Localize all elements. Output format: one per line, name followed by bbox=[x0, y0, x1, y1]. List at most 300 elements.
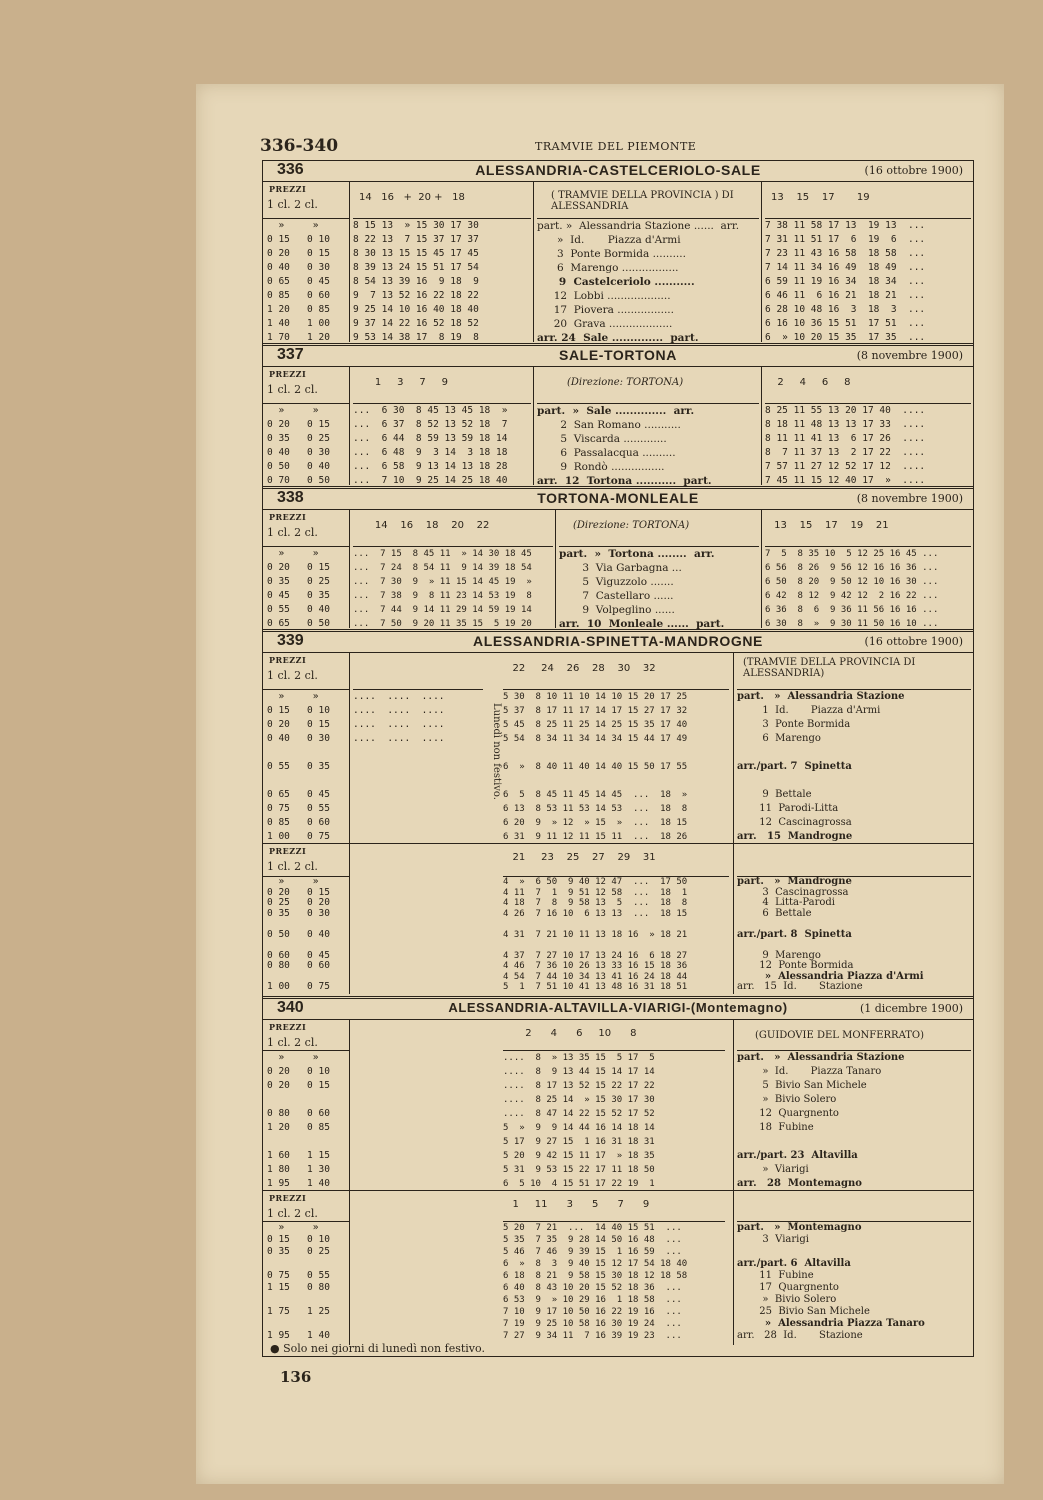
time-row: 6 40 8 43 10 20 15 52 18 36 ... bbox=[503, 1283, 682, 1293]
station-row: part. » Alessandria Stazione bbox=[737, 691, 905, 702]
fare-row: » » bbox=[267, 548, 319, 559]
section-date: (16 ottobre 1900) bbox=[864, 635, 963, 648]
fare-label: PREZZI bbox=[269, 184, 307, 194]
fare-row: 0 20 0 15 bbox=[267, 1080, 330, 1091]
time-row: 6 30 8 » 9 30 11 50 16 10 ... bbox=[765, 619, 939, 629]
section-date: (1 dicembre 1900) bbox=[859, 1002, 963, 1015]
fare-column bbox=[263, 653, 350, 843]
empty-columns: .... .... .... .... .... .... .... .... .... .... .... .... bbox=[353, 653, 483, 843]
page-number: 136 bbox=[280, 1368, 312, 1386]
train-numbers: 2 4 6 8 bbox=[771, 377, 851, 388]
station-list bbox=[737, 1020, 971, 1190]
fare-row bbox=[263, 746, 349, 760]
fare-label: PREZZI bbox=[269, 512, 307, 522]
time-row: 7 23 11 43 16 58 18 58 ... bbox=[765, 248, 926, 259]
fare-row bbox=[263, 1093, 349, 1107]
time-row: 4 18 7 8 9 58 13 5 ... 18 8 bbox=[503, 898, 688, 908]
time-row: 7 38 11 58 17 13 19 13 ... bbox=[765, 220, 926, 231]
time-row: 8 18 11 48 13 13 17 33 .... bbox=[765, 419, 926, 430]
train-numbers: 14 16 + 20 + 18 bbox=[359, 192, 465, 203]
time-row: 5 31 9 53 15 22 17 11 18 50 bbox=[503, 1165, 655, 1175]
fare-row: 0 40 0 30 bbox=[267, 733, 330, 744]
time-row: 7 31 11 51 17 6 19 6 ... bbox=[765, 234, 926, 245]
section-header bbox=[263, 999, 973, 1020]
fare-row: 1 95 1 40 bbox=[267, 1330, 330, 1341]
time-row: 4 » 6 50 9 40 12 47 ... 17 50 bbox=[503, 877, 688, 887]
station-row: 6 Bettale bbox=[737, 907, 812, 919]
fare-row: 0 80 0 60 bbox=[267, 1108, 330, 1119]
section-339 bbox=[263, 632, 973, 999]
fare-row bbox=[263, 919, 349, 930]
time-row: 7 57 11 27 12 52 17 12 .... bbox=[765, 461, 926, 472]
time-row: 6 13 8 53 11 53 14 53 ... 18 8 bbox=[503, 804, 688, 814]
time-row: 9 53 14 38 17 8 19 8 bbox=[353, 332, 479, 343]
time-row: ... 7 50 9 20 11 35 15 5 19 20 bbox=[353, 619, 532, 629]
fare-row: 0 35 0 30 bbox=[267, 907, 330, 919]
time-row: 6 5 8 45 11 45 14 45 ... 18 » bbox=[503, 790, 688, 800]
fare-row: » » bbox=[267, 1222, 319, 1233]
section-336 bbox=[263, 161, 973, 346]
operator-name: (Direzione: TORTONA) bbox=[573, 520, 690, 531]
section-number: 338 bbox=[277, 489, 304, 506]
station-row: » Bivio Solero bbox=[737, 1294, 837, 1305]
time-row: 5 » 9 9 14 44 16 14 18 14 bbox=[503, 1123, 655, 1133]
station-row: arr. 10 Monleale ...... part. bbox=[559, 618, 725, 630]
station-row: arr./part. 6 Altavilla bbox=[737, 1258, 851, 1269]
time-row: 5 35 7 35 9 28 14 50 16 48 ... bbox=[503, 1235, 682, 1245]
fare-row: 0 50 0 40 bbox=[267, 928, 330, 940]
operator-name: ( TRAMVIE DELLA PROVINCIA ) DI ALESSANDRIA bbox=[551, 190, 734, 212]
operator-name: (GUIDOVIE DEL MONFERRATO) bbox=[755, 1030, 925, 1041]
fare-row bbox=[263, 1318, 349, 1330]
fare-column bbox=[263, 844, 350, 994]
station-row: 12 Quargnento bbox=[737, 1108, 839, 1119]
fare-row: 0 85 0 60 bbox=[267, 290, 330, 301]
fare-row bbox=[263, 1258, 349, 1270]
section-date: (8 novembre 1900) bbox=[856, 349, 963, 362]
fare-row: 0 35 0 25 bbox=[267, 1246, 330, 1257]
time-row: ... 7 24 8 54 11 9 14 39 18 54 bbox=[353, 563, 532, 573]
time-row: 6 53 9 » 10 29 16 1 18 58 ... bbox=[503, 1295, 682, 1305]
class-label: 1 cl. 2 cl. bbox=[267, 860, 318, 873]
fare-row: 0 25 0 20 bbox=[267, 897, 330, 908]
station-row: arr. 24 Sale .............. part. bbox=[537, 332, 699, 344]
fare-row: 0 75 0 55 bbox=[267, 1270, 330, 1281]
fare-row: » » bbox=[267, 220, 319, 231]
time-row: 6 56 8 26 9 56 12 16 16 36 ... bbox=[765, 563, 939, 573]
timetable-block bbox=[263, 510, 973, 628]
section-number: 336 bbox=[277, 161, 304, 178]
station-row: arr. 12 Tortona ........... part. bbox=[537, 475, 712, 487]
fare-row: 1 00 0 75 bbox=[267, 981, 330, 992]
time-row: 5 46 7 46 9 39 15 1 16 59 ... bbox=[503, 1247, 682, 1257]
station-row: 9 Volpeglino ...... bbox=[559, 604, 675, 616]
section-date: (16 ottobre 1900) bbox=[864, 164, 963, 177]
fare-row: 0 55 0 35 bbox=[267, 761, 330, 772]
time-row: 6 20 9 » 12 » 15 » ... 18 15 bbox=[503, 818, 688, 828]
time-row: ... 6 58 9 13 14 13 18 28 bbox=[353, 461, 508, 472]
fare-row: 1 95 1 40 bbox=[267, 1178, 330, 1189]
fare-row: 0 15 0 10 bbox=[267, 234, 330, 245]
time-row bbox=[503, 746, 729, 760]
fare-row: 0 40 0 30 bbox=[267, 447, 330, 458]
time-row: 7 19 9 25 10 58 16 30 19 24 ... bbox=[503, 1319, 682, 1329]
section-title: ALESSANDRIA-SPINETTA-MANDROGNE bbox=[473, 633, 763, 649]
timetable-block bbox=[263, 182, 973, 342]
fare-label: PREZZI bbox=[269, 655, 307, 665]
station-row: 25 Bivio San Michele bbox=[737, 1306, 870, 1317]
station-row: part. » Alessandria Stazione ...... arr. bbox=[537, 220, 740, 232]
station-row: 3 Cascinagrossa bbox=[737, 886, 849, 898]
section-338 bbox=[263, 489, 973, 632]
time-row: 7 10 9 17 10 50 16 22 19 16 ... bbox=[503, 1307, 682, 1317]
fare-label: PREZZI bbox=[269, 1193, 307, 1203]
section-number: 340 bbox=[277, 999, 304, 1016]
section-title: SALE-TORTONA bbox=[559, 347, 677, 363]
time-row: 8 25 11 55 13 20 17 40 .... bbox=[765, 405, 926, 416]
class-label: 1 cl. 2 cl. bbox=[267, 669, 318, 682]
fare-row: 0 70 0 50 bbox=[267, 475, 330, 486]
section-title: TORTONA-MONLEALE bbox=[537, 490, 699, 506]
time-row: 9 37 14 22 16 52 18 52 bbox=[353, 318, 479, 329]
station-row bbox=[737, 746, 971, 760]
departures-return bbox=[765, 367, 971, 485]
time-row: 6 » 10 20 15 35 17 35 ... bbox=[765, 332, 926, 343]
train-numbers: 1 3 7 9 bbox=[359, 377, 449, 388]
class-label: 1 cl. 2 cl. bbox=[267, 526, 318, 539]
page-range: 336-340 bbox=[260, 136, 339, 156]
station-row: 12 Ponte Bormida bbox=[737, 960, 854, 971]
station-row: arr. 15 Id. Stazione bbox=[737, 981, 863, 992]
time-row: 4 37 7 27 10 17 13 24 16 6 18 27 bbox=[503, 950, 688, 961]
time-row: 5 45 8 25 11 25 14 25 15 35 17 40 bbox=[503, 720, 688, 730]
station-row: arr./part. 23 Altavilla bbox=[737, 1150, 858, 1161]
time-row bbox=[503, 940, 729, 951]
station-row: 3 Ponte Bormida bbox=[737, 719, 851, 730]
running-title: TRAMVIE DEL PIEMONTE bbox=[535, 140, 697, 153]
time-row: .... 8 25 14 » 15 30 17 30 bbox=[503, 1095, 655, 1105]
station-row: 3 Via Garbagna ... bbox=[559, 562, 682, 574]
time-row: .... 8 47 14 22 15 52 17 52 bbox=[503, 1109, 655, 1119]
time-row: 7 14 11 34 16 49 18 49 ... bbox=[765, 262, 926, 273]
station-row: 4 Litta-Parodi bbox=[737, 897, 836, 908]
station-row: part. » Tortona ........ arr. bbox=[559, 548, 715, 560]
time-row: ... 7 10 9 25 14 25 18 40 bbox=[353, 475, 508, 486]
station-row: 5 Viguzzolo ....... bbox=[559, 576, 674, 588]
timetable-block-outbound bbox=[263, 653, 973, 844]
station-row: arr./part. 8 Spinetta bbox=[737, 928, 852, 940]
station-row: 17 Quargnento bbox=[737, 1282, 839, 1293]
time-row: ... 6 48 9 3 14 3 18 18 bbox=[353, 447, 508, 458]
vertical-note: Lunedì non festivo. bbox=[491, 703, 502, 800]
train-numbers: 1 11 3 5 7 9 bbox=[503, 1199, 650, 1210]
fare-column bbox=[263, 182, 350, 342]
station-list bbox=[537, 182, 759, 342]
station-list bbox=[559, 510, 759, 628]
time-row: 6 59 11 19 16 34 18 34 ... bbox=[765, 276, 926, 287]
departures-return bbox=[765, 510, 971, 628]
fare-row: 1 80 1 30 bbox=[267, 1164, 330, 1175]
time-row: .... 8 » 13 35 15 5 17 5 bbox=[503, 1053, 655, 1063]
time-row: 6 16 10 36 15 51 17 51 ... bbox=[765, 318, 926, 329]
time-row: 6 50 8 20 9 50 12 10 16 30 ... bbox=[765, 577, 939, 587]
fare-row: 0 20 0 15 bbox=[267, 419, 330, 430]
section-header bbox=[263, 632, 973, 653]
station-row: 12 Lobbi ................... bbox=[537, 290, 671, 302]
fare-row: 1 75 1 25 bbox=[267, 1306, 330, 1317]
station-row: » Id. Piazza d'Armi bbox=[537, 234, 681, 246]
time-row: 5 1 7 51 10 41 13 48 16 31 18 51 bbox=[503, 982, 688, 992]
time-row: 9 25 14 10 16 40 18 40 bbox=[353, 304, 479, 315]
station-list bbox=[737, 1191, 971, 1345]
time-row bbox=[503, 774, 729, 788]
fare-row: 0 40 0 30 bbox=[267, 262, 330, 273]
departures-return bbox=[765, 182, 971, 342]
section-header bbox=[263, 161, 973, 182]
time-row: 8 39 13 24 15 51 17 54 bbox=[353, 262, 479, 273]
time-row: 6 » 8 40 11 40 14 40 15 50 17 55 bbox=[503, 762, 688, 772]
station-row: 6 Passalacqua .......... bbox=[537, 447, 676, 459]
time-row: 6 36 8 6 9 36 11 56 16 16 ... bbox=[765, 605, 939, 615]
fare-row: 0 75 0 55 bbox=[267, 803, 330, 814]
fare-column bbox=[263, 510, 350, 628]
time-row: 9 7 13 52 16 22 18 22 bbox=[353, 290, 479, 301]
time-row: 4 11 7 1 9 51 12 58 ... 18 1 bbox=[503, 887, 688, 898]
station-row: 17 Piovera ................. bbox=[537, 304, 674, 316]
fare-row: » » bbox=[267, 1052, 319, 1063]
operator-name: (Direzione: TORTONA) bbox=[567, 377, 684, 388]
station-row: » Bivio Solero bbox=[737, 1094, 837, 1105]
fare-row: 0 35 0 25 bbox=[267, 576, 330, 587]
station-row bbox=[737, 1246, 971, 1258]
train-numbers: 14 16 18 20 22 bbox=[359, 520, 490, 531]
fare-row: » » bbox=[267, 405, 319, 416]
time-row: ... 6 37 8 52 13 52 18 7 bbox=[353, 419, 508, 430]
station-row: 11 Parodi-Litta bbox=[737, 803, 839, 814]
station-row: part. » Alessandria Stazione bbox=[737, 1052, 905, 1063]
station-row: arr./part. 7 Spinetta bbox=[737, 761, 852, 772]
fare-row bbox=[263, 774, 349, 788]
time-row: 5 17 9 27 15 1 16 31 18 31 bbox=[503, 1137, 655, 1147]
time-row: ... 6 44 8 59 13 59 18 14 bbox=[353, 433, 508, 444]
departures bbox=[503, 844, 729, 994]
time-row: 5 20 7 21 ... 14 40 15 51 ... bbox=[503, 1223, 682, 1233]
station-row: 6 Marengo ................. bbox=[537, 262, 679, 274]
time-row: 5 30 8 10 11 10 14 10 15 20 17 25 bbox=[503, 692, 688, 702]
fare-label: PREZZI bbox=[269, 1022, 307, 1032]
train-numbers: 13 15 17 19 21 bbox=[771, 520, 889, 531]
station-row: » Id. Piazza Tanaro bbox=[737, 1066, 882, 1077]
train-numbers: 13 15 17 19 bbox=[771, 192, 870, 203]
fare-row bbox=[263, 940, 349, 951]
timetable-block-return bbox=[263, 844, 973, 994]
section-337 bbox=[263, 346, 973, 489]
time-row: 5 37 8 17 11 17 14 17 15 27 17 32 bbox=[503, 706, 688, 716]
station-row bbox=[737, 774, 971, 788]
class-label: 1 cl. 2 cl. bbox=[267, 1036, 318, 1049]
fare-row: 1 40 1 00 bbox=[267, 318, 330, 329]
time-row: 6 42 8 12 9 42 12 2 16 22 ... bbox=[765, 591, 939, 601]
fare-row: 0 80 0 60 bbox=[267, 960, 330, 971]
time-row: 4 54 7 44 10 34 13 41 16 24 18 44 bbox=[503, 971, 688, 982]
station-row: 11 Fubine bbox=[737, 1270, 814, 1281]
time-row: 6 46 11 6 16 21 18 21 ... bbox=[765, 290, 926, 301]
station-row: 3 Viarigi bbox=[737, 1234, 809, 1245]
fare-row: 1 60 1 15 bbox=[267, 1150, 330, 1161]
station-row: 9 Bettale bbox=[737, 789, 812, 800]
station-row: 7 Castellaro ...... bbox=[559, 590, 674, 602]
time-row: ... 6 30 8 45 13 45 18 » bbox=[353, 405, 508, 416]
station-row: arr. 28 Montemagno bbox=[737, 1178, 862, 1189]
time-row: 5 54 8 34 11 34 14 34 15 44 17 49 bbox=[503, 734, 688, 744]
departures bbox=[503, 653, 729, 843]
station-row: arr. 28 Id. Stazione bbox=[737, 1330, 863, 1341]
fare-label: PREZZI bbox=[269, 369, 307, 379]
fare-column bbox=[263, 1191, 350, 1345]
timetable-block-outbound bbox=[263, 1020, 973, 1191]
class-label: 1 cl. 2 cl. bbox=[267, 198, 318, 211]
fare-row: 0 60 0 45 bbox=[267, 949, 330, 961]
station-row: » Alessandria Piazza d'Armi bbox=[737, 970, 924, 982]
fare-row: 0 15 0 10 bbox=[267, 1234, 330, 1245]
station-row: arr. 15 Mandrogne bbox=[737, 831, 853, 842]
time-row: ... 7 38 9 8 11 23 14 53 19 8 bbox=[353, 591, 532, 601]
station-row: part. » Sale .............. arr. bbox=[537, 405, 695, 417]
time-row: 6 5 10 4 15 51 17 22 19 1 bbox=[503, 1179, 655, 1189]
time-row: 8 22 13 7 15 37 17 37 bbox=[353, 234, 479, 245]
fare-row: » » bbox=[267, 876, 319, 887]
fare-row: 1 70 1 20 bbox=[267, 332, 330, 343]
time-row: 4 31 7 21 10 11 13 18 16 » 18 21 bbox=[503, 929, 688, 940]
station-row: 20 Grava ................... bbox=[537, 318, 673, 330]
departures-outbound bbox=[353, 182, 531, 342]
class-label: 1 cl. 2 cl. bbox=[267, 383, 318, 396]
station-list bbox=[737, 653, 971, 843]
fare-row: 0 35 0 25 bbox=[267, 433, 330, 444]
time-row: 5 20 9 42 15 11 17 » 18 35 bbox=[503, 1151, 655, 1161]
station-row: 12 Cascinagrossa bbox=[737, 817, 852, 828]
footnote: ● Solo nei giorni di lunedì non festivo. bbox=[270, 1342, 485, 1355]
time-row: 8 7 11 37 13 2 17 22 .... bbox=[765, 447, 926, 458]
fare-row: 0 20 0 10 bbox=[267, 1066, 330, 1077]
fare-row: 0 20 0 15 bbox=[267, 719, 330, 730]
time-row: ... 7 30 9 » 11 15 14 45 19 » bbox=[353, 577, 532, 587]
station-row: 2 San Romano ........... bbox=[537, 419, 681, 431]
station-row: 18 Fubine bbox=[737, 1122, 814, 1133]
time-row bbox=[503, 919, 729, 930]
fare-row: 0 65 0 50 bbox=[267, 618, 330, 629]
fare-row: » » bbox=[267, 691, 319, 702]
train-numbers: 22 24 26 28 30 32 bbox=[503, 663, 656, 674]
station-row: 5 Viscarda ............. bbox=[537, 433, 667, 445]
fare-column bbox=[263, 1020, 350, 1190]
station-row bbox=[737, 919, 971, 930]
station-list bbox=[537, 367, 759, 485]
timetable-box bbox=[262, 160, 974, 1357]
section-number: 339 bbox=[277, 632, 304, 649]
station-row: 9 Rondò ................ bbox=[537, 461, 665, 473]
station-row: 1 Id. Piazza d'Armi bbox=[737, 705, 881, 716]
fare-row: 1 20 0 85 bbox=[267, 1122, 330, 1133]
fare-row: 0 20 0 15 bbox=[267, 886, 330, 898]
time-row: 8 54 13 39 16 9 18 9 bbox=[353, 276, 479, 287]
station-row: 9 Marengo bbox=[737, 949, 821, 961]
time-row: 6 » 8 3 9 40 15 12 17 54 18 40 bbox=[503, 1259, 688, 1269]
section-header bbox=[263, 346, 973, 367]
fare-row: 0 20 0 15 bbox=[267, 562, 330, 573]
time-row: 6 18 8 21 9 58 15 30 18 12 18 58 bbox=[503, 1271, 688, 1281]
fare-label: PREZZI bbox=[269, 846, 307, 856]
fare-row: 0 45 0 35 bbox=[267, 590, 330, 601]
fare-row: 0 15 0 10 bbox=[267, 705, 330, 716]
station-row: » Alessandria Piazza Tanaro bbox=[737, 1318, 925, 1329]
departures bbox=[503, 1020, 725, 1190]
fare-row bbox=[263, 1135, 349, 1149]
time-row: 4 46 7 36 10 26 13 33 16 15 18 36 bbox=[503, 961, 688, 971]
time-row: 7 45 11 15 12 40 17 » .... bbox=[765, 475, 926, 486]
fare-row: 0 85 0 60 bbox=[267, 817, 330, 828]
time-row: 8 15 13 » 15 30 17 30 bbox=[353, 220, 479, 231]
fare-row: 0 65 0 45 bbox=[267, 789, 330, 800]
departures bbox=[503, 1191, 725, 1345]
operator-name: (TRAMVIE DELLA PROVINCIA DI ALESSANDRIA) bbox=[743, 657, 916, 679]
fare-column bbox=[263, 367, 350, 485]
time-row: 8 30 13 15 15 45 17 45 bbox=[353, 248, 479, 259]
station-row: 3 Ponte Bormida .......... bbox=[537, 248, 686, 260]
time-row: ... 7 44 9 14 11 29 14 59 19 14 bbox=[353, 605, 532, 615]
running-header bbox=[260, 136, 980, 156]
departures-outbound bbox=[353, 510, 553, 628]
station-row: 9 Castelceriolo ........... bbox=[537, 276, 695, 288]
fare-row: 1 20 0 85 bbox=[267, 304, 330, 315]
station-row bbox=[737, 940, 971, 951]
section-title: ALESSANDRIA-CASTELCERIOLO-SALE bbox=[475, 162, 761, 178]
section-number: 337 bbox=[277, 346, 304, 363]
station-row bbox=[737, 1135, 971, 1149]
time-row: 7 5 8 35 10 5 12 25 16 45 ... bbox=[765, 549, 939, 559]
class-label: 1 cl. 2 cl. bbox=[267, 1207, 318, 1220]
station-row: part. » Mandrogne bbox=[737, 876, 852, 887]
fare-row: 0 20 0 15 bbox=[267, 248, 330, 259]
station-row: 5 Bivio San Michele bbox=[737, 1080, 867, 1091]
section-title: ALESSANDRIA-ALTAVILLA-VIARIGI-(Montemagno) bbox=[448, 1000, 788, 1015]
fare-row: 0 65 0 45 bbox=[267, 276, 330, 287]
section-date: (8 novembre 1900) bbox=[856, 492, 963, 505]
time-row: 6 28 10 48 16 3 18 3 ... bbox=[765, 304, 926, 315]
timetable-block bbox=[263, 367, 973, 485]
time-row: 4 26 7 16 10 6 13 13 ... 18 15 bbox=[503, 908, 688, 919]
fare-row: 1 15 0 80 bbox=[267, 1282, 330, 1293]
time-row: 8 11 11 41 13 6 17 26 .... bbox=[765, 433, 926, 444]
timetable-block-return bbox=[263, 1191, 973, 1345]
section-340 bbox=[263, 999, 973, 1345]
station-row: 6 Marengo bbox=[737, 733, 821, 744]
departures-outbound bbox=[353, 367, 531, 485]
section-header bbox=[263, 489, 973, 510]
time-row: 6 31 9 11 12 11 15 11 ... 18 26 bbox=[503, 832, 688, 842]
time-row: 7 27 9 34 11 7 16 39 19 23 ... bbox=[503, 1331, 682, 1341]
station-row: » Viarigi bbox=[737, 1164, 809, 1175]
fare-row: 1 00 0 75 bbox=[267, 831, 330, 842]
time-row: .... 8 17 13 52 15 22 17 22 bbox=[503, 1081, 655, 1091]
fare-row bbox=[263, 1294, 349, 1306]
station-row: part. » Montemagno bbox=[737, 1222, 862, 1233]
train-numbers: 2 4 6 10 8 bbox=[503, 1028, 637, 1039]
fare-row: 0 50 0 40 bbox=[267, 461, 330, 472]
fare-row: 0 55 0 40 bbox=[267, 604, 330, 615]
time-row: ... 7 15 8 45 11 » 14 30 18 45 bbox=[353, 549, 532, 559]
train-numbers: 21 23 25 27 29 31 bbox=[503, 852, 656, 863]
